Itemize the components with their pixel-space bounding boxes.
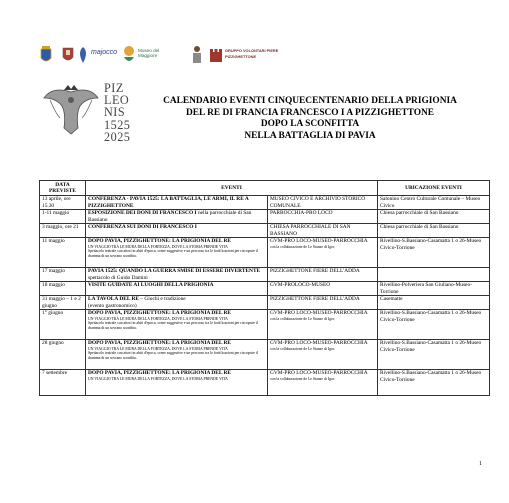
organizer-name: CHIESA PARROCCHIALE DI SAN BASSIANO <box>270 224 351 237</box>
table-header-row <box>40 181 490 196</box>
event-location: Chiesa parrocchiale di San Bassiano <box>378 224 490 238</box>
museo-mark-icon <box>122 45 136 65</box>
title-line: CALENDARIO EVENTI CINQUECENTENARIO DELLA PRIGIONIA <box>163 96 457 106</box>
event-organizer <box>268 282 378 296</box>
event-organizer <box>268 224 378 238</box>
table-row <box>40 238 490 268</box>
event-description <box>86 370 268 396</box>
emblem-text-line: LEO <box>104 93 130 108</box>
event-organizer <box>268 238 378 268</box>
title-line: DOPO LA SCONFITTA <box>260 119 360 130</box>
organizer-name: PIZZIGHETTONE FIERE DELL'ADDA <box>270 296 360 302</box>
event-organizer <box>268 196 378 210</box>
event-date: 18 maggio <box>40 282 86 296</box>
event-title: ESPOSIZIONE DEI DONI DI FRANCESCO I <box>88 210 197 216</box>
majocco-logo <box>76 46 116 66</box>
logo-bar <box>40 44 290 70</box>
event-subtitle: UN VIAGGIO TRA LE MURA DELLA FORTEZZA, DOVE LA STORIA PRENDE VITA <box>88 244 228 249</box>
organizer-note: con la collaborazione de Le Stanze di Igor. <box>270 244 335 249</box>
event-date: 11 maggio <box>40 238 86 268</box>
event-title: VISITE GUIDATE AI LUOGHI DELLA PRIGIONIA <box>88 282 214 288</box>
organizer-name: GVM-PROLOCO-MUSEO <box>270 282 331 288</box>
event-title: PAVIA 1525: QUANDO LA GUERRA SMISE DI ESSERE DIVERTENTE <box>88 268 261 274</box>
event-location: Rivellino-S.Bassiano-Casamatta 1 o 26-Museo Civico-Torrione <box>378 370 490 396</box>
event-date: 1-11 maggio <box>40 210 86 224</box>
organizer-note: con la collaborazione de Le Stanze di Igor. <box>270 376 335 381</box>
majocco-logo-text: majocco <box>91 49 118 56</box>
castle-logo <box>210 47 290 65</box>
event-detail: (evento gastronomico) <box>88 302 137 309</box>
organizer-name: PIZZIGHETTONE FIERE DELL'ADDA <box>270 268 360 274</box>
organizer-note: con la collaborazione de Le Stanze di Igor. <box>270 316 335 321</box>
organizer-name: GVM-PRO LOCO-MUSEO-PARROCCHIA <box>270 310 368 316</box>
event-date: 7 settembre <box>40 370 86 396</box>
table-row <box>40 196 490 210</box>
table-row <box>40 296 490 310</box>
table-row <box>40 370 490 396</box>
event-detail: Spettacolo teatrale con attori in abiti d'epoca, scene suggestive e un percorso tra le fortificazioni per riscoprire il dramma di un sovrano sconfitto. <box>88 321 258 330</box>
event-organizer <box>268 370 378 396</box>
event-description <box>86 310 268 340</box>
header-location: UBICAZIONE EVENTI <box>378 181 490 196</box>
event-location: Casematte <box>378 296 490 310</box>
event-description <box>86 210 268 224</box>
title-line: DEL RE DI FRANCIA FRANCESCO I A PIZZIGHETTONE <box>185 107 435 118</box>
event-date: 1° giugno <box>40 310 86 340</box>
majocco-mark-icon <box>76 46 90 64</box>
event-date: 17 maggio <box>40 268 86 282</box>
event-description <box>86 296 268 310</box>
event-description <box>86 268 268 282</box>
event-detail: Spettacolo teatrale con attori in abiti d'epoca, scene suggestive e un percorso tra le fortificazioni per riscoprire il dramma di un sovrano sconfitto. <box>88 351 258 360</box>
event-title-rest: – Giochi e tradizione <box>138 296 186 302</box>
organizer-name: GVM-PRO LOCO-MUSEO-PARROCCHIA <box>270 370 368 376</box>
event-date: 28 giugno <box>40 340 86 370</box>
page-number: 1 <box>479 461 482 467</box>
table-row <box>40 282 490 296</box>
event-title: DOPO PAVIA, PIZZIGHETTONE: LA PRIGIONIA DEL RE <box>88 310 232 316</box>
event-organizer <box>268 310 378 340</box>
table-row <box>40 340 490 370</box>
museo-logo <box>122 44 186 68</box>
event-organizer <box>268 210 378 224</box>
event-location: Rivellino-S.Bassiano-Casamatta 1 o 26-Museo Civico-Torrione <box>378 340 490 370</box>
events-table <box>39 180 490 396</box>
organizer-note: con la collaborazione de Le Stanze di Igor. <box>270 346 335 351</box>
event-organizer <box>268 296 378 310</box>
event-subtitle: UN VIAGGIO TRA LE MURA DELLA FORTEZZA, DOVE LA STORIA PRENDE VITA <box>88 346 228 351</box>
event-title: DOPO PAVIA, PIZZIGHETTONE: LA PRIGIONIA DEL RE <box>88 238 232 244</box>
event-description <box>86 282 268 296</box>
castle-mark-icon <box>210 48 222 62</box>
crest-logo <box>62 46 74 64</box>
event-location: Salonino Centro Culturale Comunale – Museo Civico <box>378 196 490 210</box>
emblem-text <box>104 82 144 143</box>
event-location: Rivellino-S.Bassiano-Casamatta 1 o 26-Museo Civico-Torrione <box>378 238 490 268</box>
event-detail: Spettacolo teatrale con attori in abiti d'epoca, scene suggestive e un percorso tra le fortificazioni per riscoprire il dramma di un sovrano sconfitto. <box>88 249 258 258</box>
event-location <box>378 268 490 282</box>
emblem-text-line: 2025 <box>104 129 131 144</box>
event-location: Chiesa parrocchiale di San Bassiano <box>378 210 490 224</box>
event-date: 13 aprile, ore 15.30 <box>40 196 86 210</box>
table-row <box>40 268 490 282</box>
event-detail: spettacolo di Guido Damini <box>88 274 148 281</box>
event-subtitle: UN VIAGGIO TRA LE MURA DELLA FORTEZZA, DOVE LA STORIA PRENDE VITA <box>88 376 228 381</box>
event-title: DOPO PAVIA, PIZZIGHETTONE: LA PRIGIONIA DEL RE <box>88 340 232 346</box>
coat-of-arms-logo <box>40 46 52 64</box>
figure-logo <box>190 45 204 65</box>
emblem-text-line: PIZ <box>104 81 124 95</box>
organizer-name: GVM-PRO LOCO-MUSEO-PARROCCHIA <box>270 238 368 244</box>
event-description <box>86 340 268 370</box>
header-events: EVENTI <box>86 181 378 196</box>
event-location: Rivellino-Polveriera San Giuliano-Museo-Torrione <box>378 282 490 296</box>
table-row <box>40 210 490 224</box>
event-description <box>86 224 268 238</box>
document-title <box>148 96 472 142</box>
emblem-text-line: NIS <box>104 105 126 120</box>
event-date: 31 maggio – 1 e 2 giugno <box>40 296 86 310</box>
event-description <box>86 196 268 210</box>
emblem-text-line: 1525 <box>104 117 131 132</box>
organizer-name: MUSEO CIVICO E ARCHIVIO STORICO COMUNALE <box>270 196 366 209</box>
event-title: LA TAVOLA DEL RE <box>88 296 139 302</box>
museo-logo-text: Museo del Maggiore <box>138 48 160 59</box>
castle-logo-text: GRUPPO VOLONTARI PIERE PIZZIGHETTONE <box>225 48 279 59</box>
event-subtitle: UN VIAGGIO TRA LE MURA DELLA FORTEZZA, DOVE LA STORIA PRENDE VITA <box>88 316 228 321</box>
organizer-name: GVM-PRO LOCO-MUSEO-PARROCCHIA <box>270 340 368 346</box>
header-date: DATA PREVISTE <box>40 181 86 196</box>
table-row <box>40 224 490 238</box>
event-title: DOPO PAVIA, PIZZIGHETTONE: LA PRIGIONIA DEL RE <box>88 370 232 376</box>
event-description <box>86 238 268 268</box>
event-title: CONFERENZA SUI DONI DI FRANCESCO I <box>88 224 197 230</box>
event-title-rest: nella parrocchiale di San Bassiano <box>88 210 252 223</box>
event-location: Rivellino-S.Bassiano-Casamatta 1 o 26-Museo Civico-Torrione <box>378 310 490 340</box>
event-title: CONFERENZA - PAVIA 1525: LA BATTAGLIA, LE ARMI, IL RE A PIZZIGHETTONE <box>88 196 249 209</box>
table-row <box>40 310 490 340</box>
event-organizer <box>268 268 378 282</box>
title-line: NELLA BATTAGLIA DI PAVIA <box>244 130 376 141</box>
organizer-name: PARROCCHIA-PRO LOCO <box>270 210 333 216</box>
event-organizer <box>268 340 378 370</box>
event-date: 3 maggio, ore 21 <box>40 224 86 238</box>
crowned-eagle-emblem <box>42 84 100 136</box>
